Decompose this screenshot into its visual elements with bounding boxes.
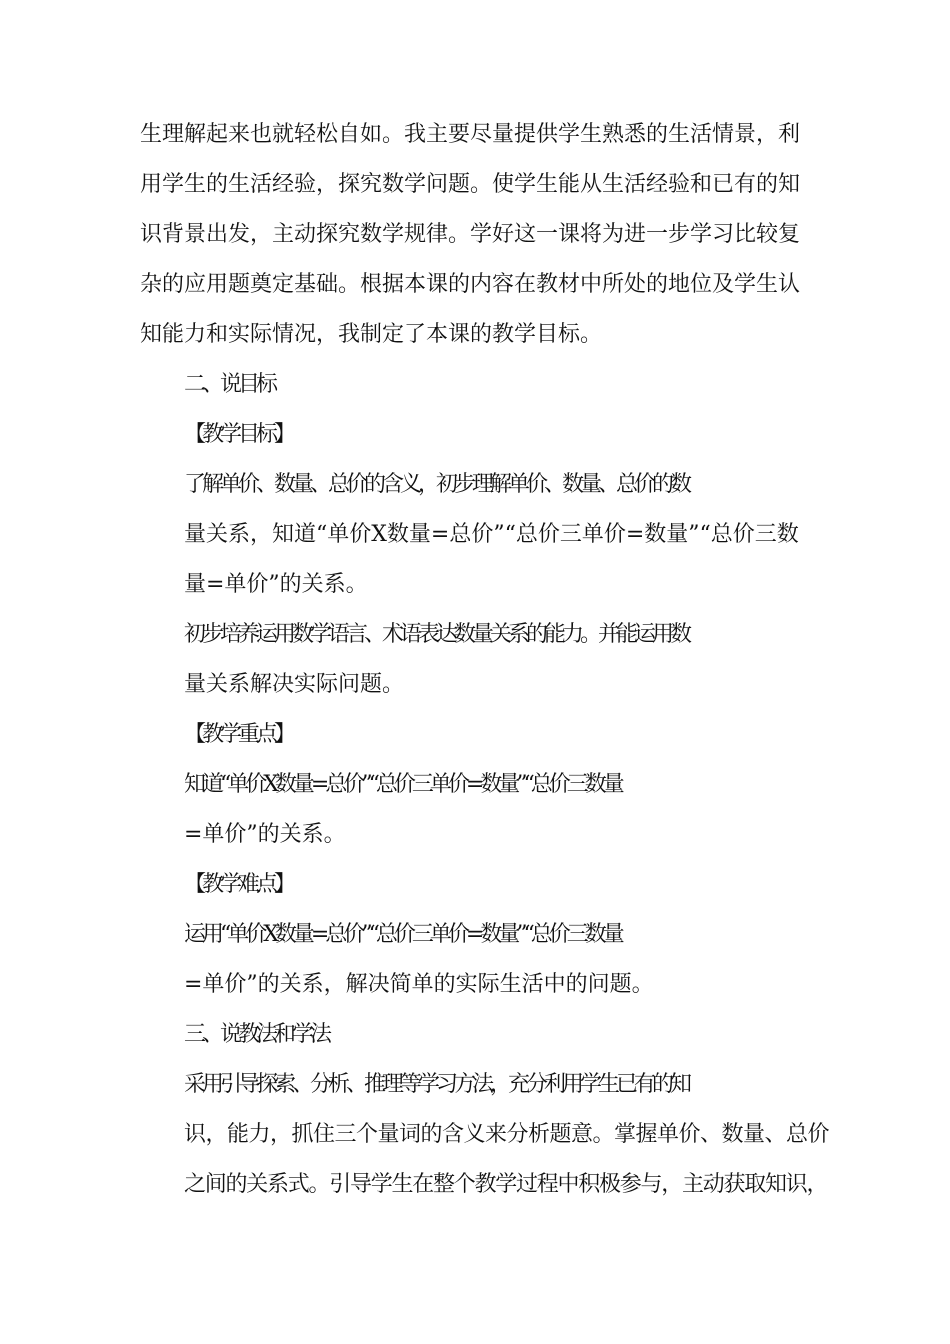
- text-line: 二、说目标: [184, 372, 275, 397]
- text-line: 三、说教法和学法: [184, 1022, 329, 1047]
- text-line: 杂的应用题奠定基础。根据本课的内容在教材中所处的地位及学生认: [140, 272, 801, 297]
- paragraph: [140, 410, 830, 460]
- text-line: 识，能力，抓住三个量词的含义来分析题意。掌握单价、数量、总价: [184, 1122, 830, 1147]
- paragraph: [140, 110, 830, 360]
- text-line: =单价”的关系。: [184, 822, 346, 847]
- paragraph: [140, 610, 830, 710]
- text-line: 采用引导探索、分析、推理等学习方法，充分利用学生已有的知: [184, 1072, 689, 1097]
- document-body: [140, 110, 830, 1210]
- paragraph: [140, 760, 830, 860]
- text-line: 生理解起来也就轻松自如。我主要尽量提供学生熟悉的生活情景，利: [140, 122, 801, 147]
- text-line: 量=单价”的关系。: [184, 572, 368, 597]
- text-line: 了解单价、数量、总价的含义，初步理解单价、数量、总价的数: [184, 472, 689, 497]
- paragraph: [140, 360, 830, 410]
- paragraph: [140, 1060, 830, 1210]
- paragraph: [140, 860, 830, 910]
- text-line: 量关系解决实际问题。: [184, 672, 405, 697]
- text-line: 【教学难点】: [184, 872, 293, 897]
- text-line: 运用“单价X数量=总价”“总价三单价=数量”“总价三数量: [184, 922, 621, 947]
- text-line: 【教学重点】: [184, 722, 293, 747]
- text-line: =单价”的关系，解决简单的实际生活中的问题。: [184, 972, 654, 997]
- text-line: 之间的关系式。引导学生在整个教学过程中积极参与，主动获取知识，: [184, 1172, 828, 1197]
- text-line: 初步培养运用数学语言、术语表达数量关系的能力。并能运用数: [184, 622, 689, 647]
- paragraph: [140, 1010, 830, 1060]
- text-line: 知道“单价X数量=总价”“总价三单价=数量”“总价三数量: [184, 772, 621, 797]
- paragraph: [140, 710, 830, 760]
- paragraph: [140, 460, 830, 610]
- text-line: 识背景出发，主动探究数学规律。学好这一课将为进一步学习比较复: [140, 222, 801, 247]
- text-line: 用学生的生活经验，探究数学问题。使学生能从生活经验和已有的知: [140, 172, 801, 197]
- text-line: 量关系，知道“单价X数量=总价”“总价三单价=数量”“总价三数: [184, 522, 799, 547]
- text-line: 知能力和实际情况，我制定了本课的教学目标。: [140, 322, 603, 347]
- paragraph: [140, 910, 830, 1010]
- text-line: 【教学目标】: [184, 422, 293, 447]
